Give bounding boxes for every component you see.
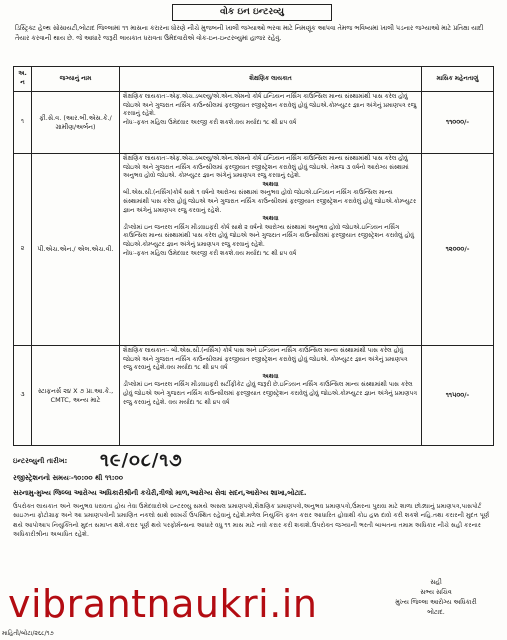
qualification-text: ડીપ્લોમાં ઇન જનરલ નર્સિંગ મીડવાઇફરી સર્ટીફીકેટ હોવું જરૂરી છે.ઇન્ડિયન નર્સિંગ કાઉન્સિલ માન્ય સંસ્થામાંથી પાસ કરેલ હોવું જોઇએ અને ગુજરાત નર્સિંગ કાઉન્સીલમાં ફરજીયાત રજીસ્ટ્રેશન કરાવેલું હોવું જોઇએ.કોમ્પ્યુટર જ્ઞાન અંગેનું પ્રમાણપત્ર રજુ કરવાનું રહેશે. વય મર્યાદા ૧૮ થી ૪૫ વર્ષ [123, 381, 418, 406]
row-salary: ૧૧૫૦૦/- [422, 346, 494, 446]
row-salary: ૧૨૦૦૦/- [422, 154, 494, 346]
qualification-note: નોંધઃ-ફક્ત મહિલા ઉમેદવાર અરજી કરી શકશે.વય મર્યાદા ૧૮ થી ૪૫ વર્ષ [123, 118, 297, 126]
header-salary: માસિક મહેનતાણું [422, 67, 494, 92]
qualification-text: શૈક્ષણિક લાયકાતઃ-એફ.એચ.ડબલ્યુ/એ.એન.એમનો કોર્ષ ઇન્ડિયન નર્સિંગ કાઉન્સિલ માન્ય સંસ્થામાંથી પાસ કરેલ હોવું જોઇએ અને ગુજરાત નર્સિંગ કાઉન્સીલમાં ફરજીયાત રજીસ્ટ્રેશન કરાવેલું હોવું જોઇએ. તેમજ ૩ વર્ષનો આરોગ્ય સંસ્થામાં અનુભવ હોવો જોઇએ. કોમ્પ્યુટર જ્ઞાન અંગેનું પ્રમાણપત્ર રજુ કરવાનું રહેશે. [123, 155, 409, 180]
qualification-or: અથવા [262, 180, 279, 188]
row-post: ફી.સે.વ. (આર.બી.એસ.કે./ગ્રામીણ/અર્બન) [32, 92, 120, 154]
row-serial: ૨ [14, 154, 32, 346]
table-row [14, 346, 494, 446]
row-serial: ૧ [14, 92, 32, 154]
intro-paragraph: ડિસ્ટ્રિક્ટ હેલ્થ સોસાયટી,બોટાદ જિલ્લામાં ૧૧ માસના કરારના ધોરણે નીચે મુજબની ખાલી જગ્યાઓ ભરવા માટે નિમણૂંક આપવા તેમજ ભવિષ્યમાં ખાલી પડનાર જગ્યાઓ માટે પ્રતિક્ષા યાદી તૈયાર કરવાની થાય છે. જે આધારે જરૂરી લાયકાત ધરાવતા ઉમેદવારોએ વોક-ઇન-ઇન્ટરવ્યુમાં હાજર રહેવું. [15, 24, 484, 42]
row-qualification [120, 346, 422, 446]
header-post: જગ્યાનું નામ [32, 67, 120, 92]
signature-block [376, 577, 496, 617]
notice-title: વોક ઇન ઇન્ટરવ્યુ [172, 4, 332, 21]
venue-address: સરનામુ-મુખ્ય જિલ્લા આરોગ્ય અધિકારીશ્રીની કચેરી,ત્રીજો માળ,આરોગ્ય સેવા સદન,આરોગ્ય શાખા,બોટાદ. [13, 489, 307, 497]
reference-number: માહિતી/બોટા/૨૬૮/૧૭ [2, 630, 54, 637]
qualification-or: અથવા [262, 372, 279, 380]
qualification-text: બી.એસ.સી.(નર્સિંગ)કોર્ષ સાથે ૧ વર્ષનો આરોગ્ય સંસ્થામાં અનુભવ હોવો જોઇએ.ઇન્ડિયન નર્સિંગ કાઉન્સિલ માન્ય સંસ્થામાંથી પાસ કરેલ હોવું જોઇએ અને ગુજરાત નર્સિંગ કાઉન્સીલમાં ફરજીયાત રજીસ્ટ્રેશન કરાવેલું હોવું જોઇએ.કોમ્પ્યુટર જ્ઞાન અંગેનું પ્રમાણપત્ર રજુ કરવાનું રહેશે. [123, 189, 417, 214]
signature-line: સહી [430, 578, 442, 586]
instructions-paragraph: ઉપરોક્ત લાયકાત અને અનુભવ ધરાવતા હોય તેવા ઉમેદવારોએ ઇન્ટરવ્યુ સમયે અસલ પ્રમાણપત્રો,શૈક્ષણિક પ્રમાણપત્રો,અનુભવ પ્રમાણપત્રો,ઉંમરના પુરાવા માટે શાળા છોડ્યાનું પ્રમાણપત્ર,પાસપોર્ટ સાઇઝના ફોટોગ્રાફ અને આ પ્રમાણપત્રોની પ્રમાણિત નકલો સાથે સ્વખર્ચે ઉપસ્થિત રહેવાનું રહેશે.મળેલ નિયુક્તિ ફક્ત કરાર આધારિત હોવાથી કોઇ હક્ક દાવો કરી શકશે નહિ.તથા કરારની મુદત પૂર્ણ થયે આપોઆપ નિયુક્તિનો મુદત સમાપ્ત થશે.કરાર પૂર્ણ થયે પરફોર્મન્સના આધારે વધુ ૧૧ માસ માટે નવો કરાર કરી શકાશે.ઉપરોક્ત જગ્યાની ભરતી બાબતના તમામ અધિકાર નીચે સહી કરનાર અધિકારીશ્રીના અબાધિત રહેશે. [13, 503, 490, 539]
qualification-note: નોંધઃ-ફક્ત મહિલા ઉમેદવાર અરજી કરી શકશે.વય મર્યાદા ૧૮ થી ૪૫ વર્ષ [123, 249, 297, 257]
row-serial: ૩ [14, 346, 32, 446]
row-post: સ્ટાફનર્સ ૨૪ X ૭ પ્રા.આ.કે., CMTC, અન્ય માટે [32, 346, 120, 446]
qualification-text: શૈક્ષણિક લાયકાતઃ-એફ.એચ.ડબલ્યુ/એ.એન.એમનો કોર્ષ ઇન્ડિયન નર્સિંગ કાઉન્સિલ માન્ય સંસ્થામાંથી પાસ કરેલ હોવું જોઇએ અને ગુજરાત નર્સિંગ કાઉન્સીલમાં ફરજીયાત રજીસ્ટ્રેશન કરાવેલું હોવું જોઇએ.કોમ્પ્યુટર જ્ઞાન અંગેનું પ્રમાણપત્ર રજુ કરવાનું રહેશે. [123, 93, 417, 118]
table-row [14, 154, 494, 346]
signature-line: મુખ્ય જિલ્લા આરોગ્ય અધિકારી [395, 598, 477, 606]
registration-time: રજીસ્ટ્રેશનનો સમયઃ-૧૦:૦૦ થી ૧૧:૦૦ [13, 474, 123, 482]
header-serial: અ. ન [14, 67, 32, 92]
qualification-or: અથવા [262, 215, 279, 223]
qualification-text: ડીપ્લોમાં ઇન જનરલ નર્સિંગ મીડવાઇફરી કોર્ષ સાથે ૨ વર્ષનો આરોગ્ય સંસ્થામાં અનુભવ હોવો જોઇએ.ઇન્ડિયન નર્સિંગ કાઉન્સિલ માન્ય સંસ્થામાંથી પાસ કરેલ હોવું જોઇએ અને ગુજરાત નર્સિંગ કાઉન્સીલમાં ફરજીયાત રજીસ્ટ્રેશન કરાવેલું હોવું જોઇએ.કોમ્પ્યુટર જ્ઞાન અંગેનું પ્રમાણપત્ર રજુ કરવાનું રહેશે. [123, 223, 414, 248]
signature-line: સભ્ય સચિવ [420, 588, 452, 596]
interview-date-label: ઇન્ટરવ્યુની તારીખ: [13, 457, 68, 465]
table-row [14, 92, 494, 154]
watermark-text: vibrantnaukri.in [8, 582, 318, 626]
row-qualification [120, 92, 422, 154]
interview-date-value: ૧૯/૦૮/૧૭ [100, 450, 183, 471]
row-post: પી.એચ.એન./ એલ.એચ.વી. [32, 154, 120, 346]
row-salary: ૧૧૦૦૦/- [422, 92, 494, 154]
qualification-text: શૈક્ષણિક લાયકાતઃ- બી.એસ.સી.(નર્સિંગ) કોર્ષ પાસ અને ઇન્ડિયન નર્સિંગ કાઉન્સિલ માન્ય સંસ્થામાંથી પાસ કરેલ હોવું જોઇએ અને ગુજરાત નર્સિંગ કાઉન્સીલમાં ફરજીયાત રજીસ્ટ્રેશન કરાવેલું હોવું જોઇએ. કોમ્પ્યુટર જ્ઞાન અંગેનું પ્રમાણપત્ર રજુ કરવાનું રહેશે.વય મર્યાદા ૧૮ થી ૪૫ વર્ષ [123, 347, 408, 372]
table-header-row [14, 67, 494, 92]
vacancy-table [13, 66, 494, 446]
signature-line: બોટાદ. [427, 608, 445, 616]
header-qualification: શૈક્ષણિક લાયકાત [120, 67, 422, 92]
row-qualification [120, 154, 422, 346]
